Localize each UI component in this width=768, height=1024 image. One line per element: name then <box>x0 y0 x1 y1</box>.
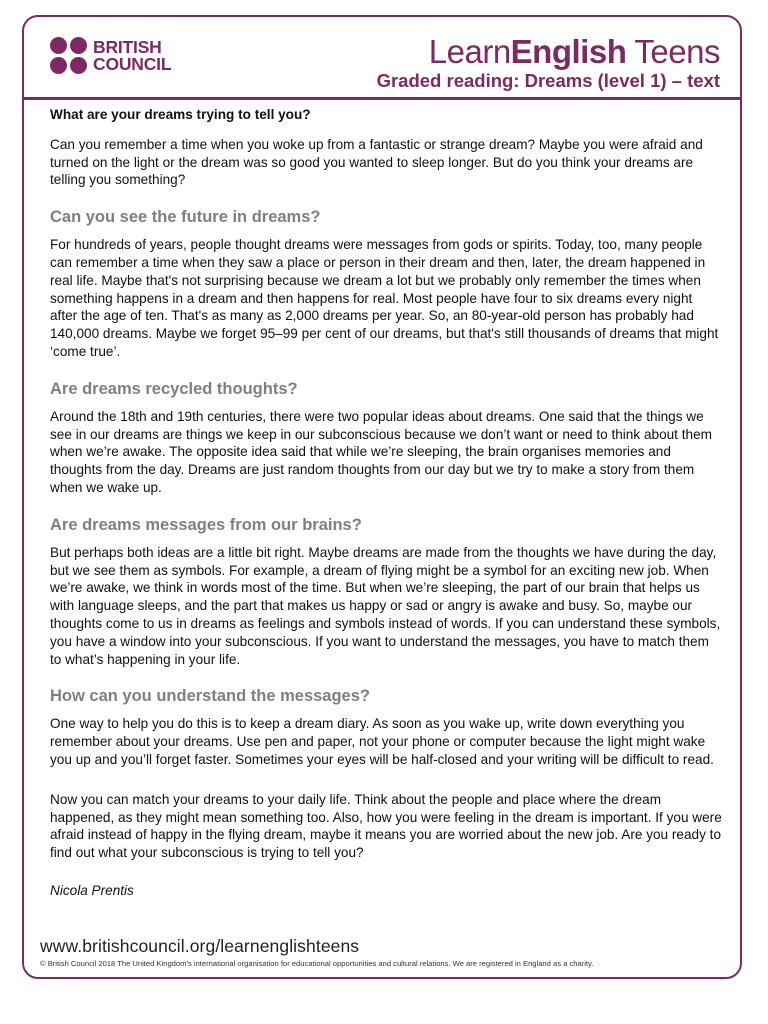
brand-learn: Learn <box>428 33 511 70</box>
logo-line-2: COUNCIL <box>93 53 172 74</box>
footer-copyright: © British Council 2018 The United Kingdom’s international organisation for educational opportunities and cultural relations. We are registered in England as a charity. <box>40 959 594 968</box>
section-paragraph: One way to help you do this is to keep a dream diary. As soon as you wake up, write down everything you remember about your dreams. Use pen and paper, not your phone or computer because the light might wake you up and you’ll forget faster. Sometimes your eyes will be half-closed and your writing will be difficult to read. <box>50 716 714 767</box>
document-subtitle: Graded reading: Dreams (level 1) – text <box>376 70 720 91</box>
section-paragraph: For hundreds of years, people thought dreams were messages from gods or spirits. Today, too, many people can remember a time when they saw a place or person in their dream and then, later, the dream happened in real life. Maybe that's not surprising because we dream a lot but we probably only remember the times when something happens in a dream and then happens for real. Most people have four to six dreams every night after the age of ten. That's as many as 2,000 dreams per year. So, an 80-year-old person has probably had 140,000 dreams. Maybe we forget 95–99 per cent of our dreams, but that's still thousands of dreams that might ‘come true’. <box>50 237 719 359</box>
section-paragraph: Now you can match your dreams to your daily life. Think about the people and place where the dream happened, as they might mean something too. Also, how you were feeling in the dream is important. If you were afraid instead of happy in the flying dream, maybe it means you are worried about the new job. Are you ready to find out what your subconscious is trying to tell you? <box>50 791 722 861</box>
section-heading: Can you see the future in dreams? <box>50 208 321 227</box>
author-name: Nicola Prentis <box>50 882 134 898</box>
header-divider <box>24 97 740 100</box>
logo-line-1: BRITISH <box>93 36 162 57</box>
section-heading: Are dreams recycled thoughts? <box>50 379 298 398</box>
article-lead-title: What are your dreams trying to tell you? <box>50 107 311 122</box>
brand-english: English <box>510 33 627 70</box>
section-paragraph: Around the 18th and 19th centuries, there were two popular ideas about dreams. One said that the things we see in our dreams are things we keep in our subconscious because we don’t want or need to think about them when we’re awake. The opposite idea said that while we’re sleeping, the brain organises memories and thoughts from the day. Dreams are just random thoughts from our day but we try to make a story from them when we wake up. <box>50 408 712 495</box>
section-heading: How can you understand the messages? <box>50 687 370 706</box>
learnenglish-teens-brand <box>429 33 720 71</box>
brand-teens: Teens <box>626 33 720 70</box>
logo-dots-icon <box>50 37 87 74</box>
section-paragraph: But perhaps both ideas are a little bit right. Maybe dreams are made from the thoughts we have during the day, but we see them as symbols. For example, a dream of flying might be a symbol for an exciting new job. When we’re awake, we think in words most of the time. But when we’re sleeping, the part of our brain that helps us with language sleeps, and the part that makes us happy or sad or angry is awake and busy. So, maybe our thoughts come to us in dreams as feelings and symbols instead of words. If you can understand these symbols, you have a window into your subconscious. If you want to understand the messages, you have to match them to what’s happening in your life. <box>50 544 721 667</box>
intro-paragraph: Can you remember a time when you woke up from a fantastic or strange dream? Maybe you were afraid and turned on the light or the dream was so good you wanted to sleep longer. But do you think your dreams are telling you something? <box>50 136 703 188</box>
logo-wordmark <box>93 36 172 74</box>
footer-url-link[interactable]: www.britishcouncil.org/learnenglishteens <box>40 936 360 956</box>
section-heading: Are dreams messages from our brains? <box>50 515 362 534</box>
british-council-logo <box>50 37 171 74</box>
article-body <box>50 106 722 900</box>
